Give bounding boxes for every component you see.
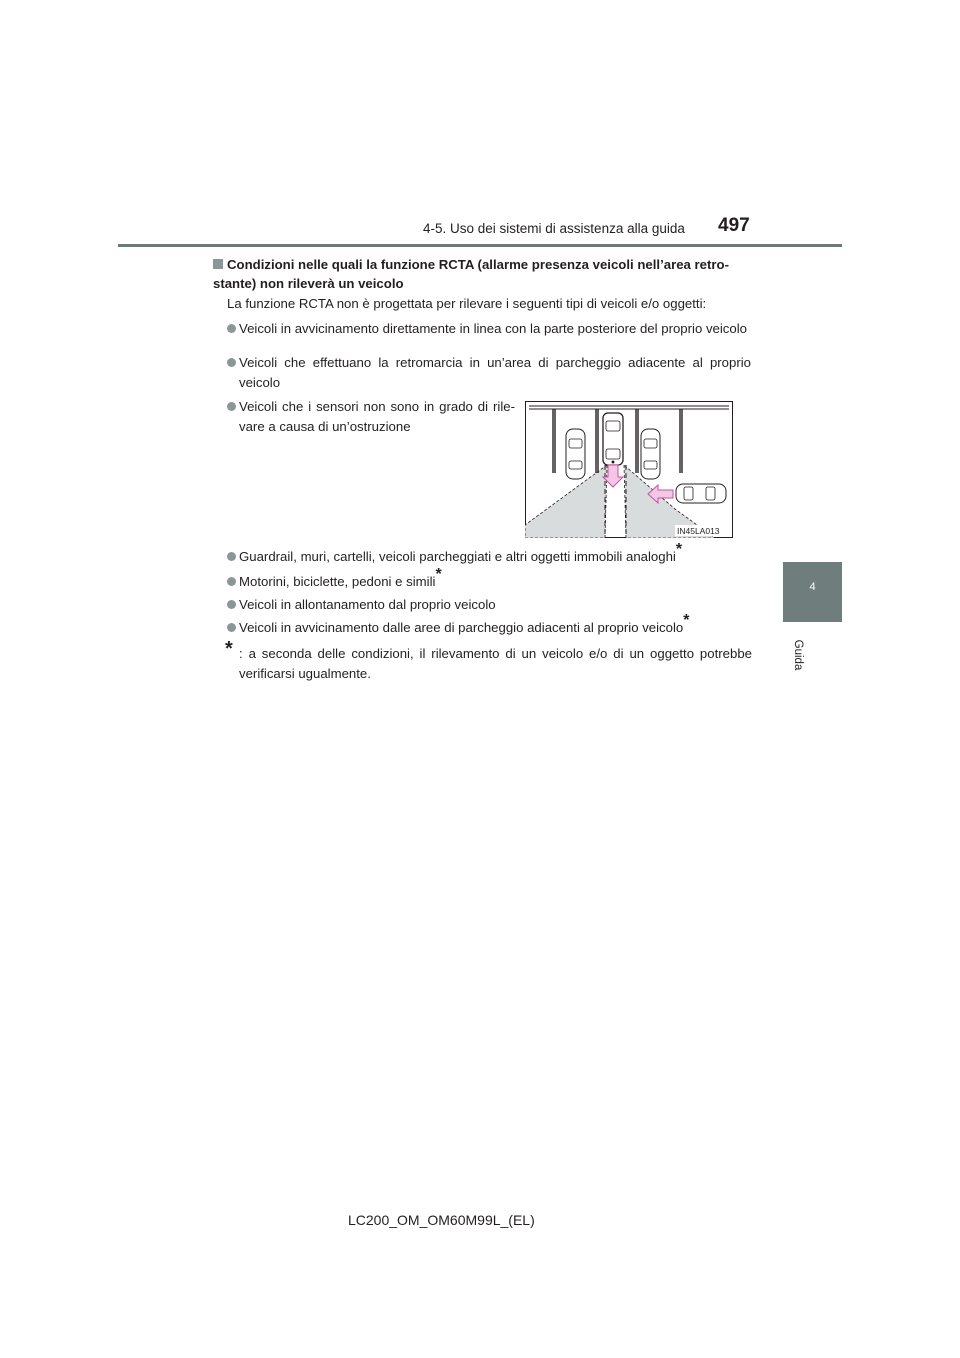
square-bullet-icon bbox=[213, 259, 223, 269]
rcta-parking-illustration bbox=[525, 401, 733, 538]
bullet-dot-icon bbox=[227, 402, 236, 411]
intro-paragraph: La funzione RCTA non è progettata per rilevare i seguenti tipi di veicoli e/o oggetti: bbox=[227, 296, 707, 311]
footnote bbox=[225, 638, 752, 683]
list-item-text: Veicoli in avvicinamento direttamente in linea con la parte posteriore del proprio veicolo bbox=[239, 321, 748, 336]
bullet-dot-icon bbox=[227, 577, 236, 586]
chapter-number: 4 bbox=[809, 581, 816, 593]
section-heading bbox=[213, 255, 753, 293]
bullet-dot-icon bbox=[227, 358, 236, 367]
document-id: LC200_OM_OM60M99L_(EL) bbox=[348, 1212, 535, 1228]
section-heading-text: Condizioni nelle quali la funzione RCTA (allarme presenza veicoli nell’area retrostante) non rileverà un veicolo bbox=[213, 257, 729, 291]
list-item-text: Guardrail, muri, cartelli, veicoli parcheggiati e altri oggetti immobili analoghi* bbox=[239, 540, 683, 564]
list-item-text: Veicoli che effettuano la retromarcia in un’area di parcheggio adiacente al proprio veicolo bbox=[239, 355, 751, 390]
chapter-label-text: Guida bbox=[792, 639, 804, 671]
figure-code: IN45LA013 bbox=[677, 526, 720, 536]
parked-car-icon bbox=[566, 429, 585, 479]
list-item bbox=[227, 353, 751, 392]
list-item-text: Veicoli che i sensori non sono in grado di rilevare a causa di un’ostruzione bbox=[239, 399, 515, 434]
page-number: 497 bbox=[718, 215, 750, 236]
running-header-section-title: 4-5. Uso dei sistemi di assistenza alla guida bbox=[423, 221, 685, 236]
bullet-dot-icon bbox=[227, 623, 236, 632]
chapter-label-vertical bbox=[787, 632, 809, 678]
asterisk-mark: * bbox=[675, 540, 683, 558]
list-item bbox=[227, 540, 751, 567]
header-rule bbox=[118, 244, 842, 247]
list-item bbox=[227, 611, 751, 638]
footnote-text: : a seconda delle condizioni, il rilevamento di un veicolo e/o di un oggetto potrebbe verificarsi ugualmente. bbox=[239, 646, 752, 681]
list-item bbox=[227, 595, 751, 615]
bullet-dot-icon bbox=[227, 324, 236, 333]
approaching-car-icon bbox=[676, 484, 726, 503]
asterisk-mark: * bbox=[435, 565, 442, 583]
list-item bbox=[227, 319, 751, 339]
parked-car-icon bbox=[641, 429, 660, 479]
asterisk-mark: * bbox=[683, 611, 690, 629]
chapter-tab bbox=[783, 562, 842, 622]
list-item-text: Motorini, biciclette, pedoni e simili* bbox=[239, 565, 442, 589]
own-car-icon bbox=[603, 413, 623, 465]
bullet-dot-icon bbox=[227, 600, 236, 609]
bullet-dot-icon bbox=[227, 552, 236, 561]
list-item bbox=[227, 565, 751, 592]
list-item-text: Veicoli in allontanamento dal proprio veicolo bbox=[239, 597, 496, 612]
list-item bbox=[227, 397, 515, 436]
footnote-asterisk: * bbox=[225, 638, 233, 660]
list-item-text: Veicoli in avvicinamento dalle aree di parcheggio adiacenti al proprio veicolo* bbox=[239, 611, 690, 635]
